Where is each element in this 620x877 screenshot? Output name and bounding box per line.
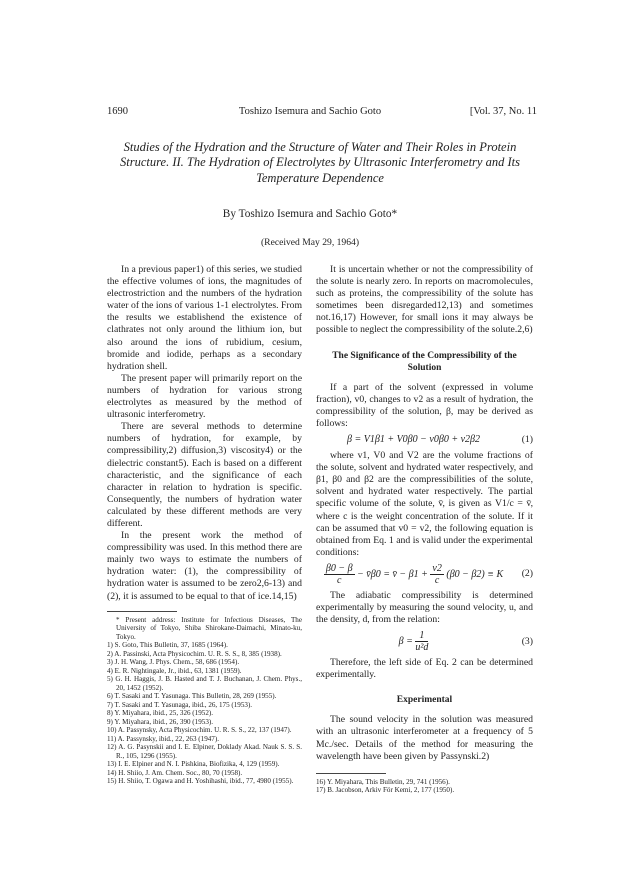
paragraph-methods: There are several methods to determine numbers of hydration, for example, by compressibility,2) diffusion,3) viscosity4) or the dielectric constant5). Each is based on a different characteristic, and the significance of each character in relation to hydration is specific. Consequently, the numbers of hydration water calculated by these different methods are very different. (107, 421, 302, 529)
equation-1-expression: β = V1β1 + V0β0 − v0β0 + v2β2 (347, 433, 480, 445)
footnote: 15) H. Shiio, T. Ogawa and H. Yoshihashi, ibid., 77, 4980 (1955). (107, 777, 294, 786)
equation-2 (316, 563, 533, 586)
paragraph-adiabatic: The adiabatic compressibility is determined experimentally by measuring the sound velocity, u, and the density, d, from the relation: (316, 589, 533, 626)
equation-2-middle: − v̄β0 = v̄ − β1 + (357, 568, 428, 580)
equation-2-expression (316, 563, 511, 586)
equation-3-lhs: β = (398, 635, 413, 647)
equation-2-fraction-v2c (430, 563, 443, 586)
footnote: 17) B. Jacobson, Arkiv För Kemi, 2, 177 (1950). (316, 786, 455, 795)
footnote: 10) A. Passynsky, Acta Physicochim. U. R. S. S., 22, 137 (1947). (107, 726, 292, 735)
running-header-volume: [Vol. 37, No. 11 (469, 106, 537, 117)
paragraph-uncertain: It is uncertain whether or not the compressibility of the solute is nearly zero. In reports on macromolecules, such as proteins, the compressibility of the solute has sometimes been disregarded12,13) and sometimes not.16,17) However, for small ions it may always be possible to neglect the compressibility of the solute.2,6) (316, 264, 533, 336)
page-number: 1690 (107, 106, 128, 117)
fraction-denominator: u²d (415, 642, 429, 654)
equation-1-number: (1) (521, 433, 533, 445)
section-heading-significance: The Significance of the Compressibility of the Solution (332, 350, 517, 373)
equation-2-number: (2) (521, 568, 533, 580)
paragraph-solvent: If a part of the solvent (expressed in volume fraction), v0, changes to v2 as a result of hydration, the compressibility of the solution, β, may be derived as follows: (316, 381, 533, 429)
fraction-numerator: β0 − β (325, 562, 353, 574)
paragraph-experimental: The sound velocity in the solution was measured with an ultrasonic interferometer at a frequency of 5 Mc./sec. Details of the method for measuring the wavelength have been given by Passynski.2) (316, 714, 533, 762)
left-column (107, 264, 302, 786)
footnote: 7) T. Sasaki and T. Yasunaga, ibid., 26, 175 (1953). (107, 700, 253, 709)
footnote: 1) S. Goto, This Bulletin, 37, 1685 (1964). (107, 641, 228, 650)
footnote: 6) T. Sasaki and T. Yasunaga. This Bulletin, 28, 269 (1955). (107, 692, 277, 701)
paragraph-compressibility: In the present work the method of compressibility was used. In this method there are mainly two ways to estimate the numbers of hydration water: (1), the compressibility of hydration water is assumed to be zero2,6-13) and (2), it is assumed to be equal to that of ice.14,15) (107, 530, 302, 602)
footnote: 8) Y. Miyahara, ibid., 25, 326 (1952). (107, 709, 213, 718)
equation-3 (316, 630, 533, 653)
footnote: 11) A. Passynsky, ibid., 22, 263 (1947). (107, 734, 219, 743)
footnote: 14) H. Shiio, J. Am. Chem. Soc., 80, 70 (1958). (107, 768, 243, 777)
footnote: 3) J. H. Wang, J. Phys. Chem., 58, 686 (1954). (107, 658, 240, 667)
footnote: * Present address: Institute for Infectious Diseases, The University of Tokyo, Shiba Shirokane-Daimachi, Minato-ku, Tokyo. (116, 615, 302, 641)
equation-2-fraction-lhs (324, 563, 355, 586)
equation-2-tail: (β0 − β2) ≡ K (446, 568, 504, 580)
footnote: 12) A. G. Pasynskii and I. E. Elpiner, Doklady Akad. Nauk S. S. S. R., 105, 1296 (1955). (107, 743, 302, 760)
footnote: 16) Y. Miyahara, This Bulletin, 29, 741 (1956). (316, 777, 450, 786)
paragraph-therefore: Therefore, the left side of Eq. 2 can be determined experimentally. (316, 657, 533, 681)
footnote: 2) A. Passinski, Acta Physicochim. U. R. S. S., 8, 385 (1938). (107, 649, 282, 658)
received-date: (Received May 29, 1964) (260, 237, 360, 248)
running-header-authors: Toshizo Isemura and Sachio Goto (238, 106, 382, 117)
section-heading-experimental: Experimental (396, 695, 453, 706)
fraction-numerator: 1 (415, 630, 428, 642)
fraction-denominator: c (336, 574, 342, 586)
paragraph-intro: In a previous paper1) of this series, we studied the effective volumes of ions, the magnitudes of electrostriction and the numbers of the hydration water of the ions of various 1-1 electrolytes. From the results we establishend the existence of clathrates not only around the lithium ion, but also around the ions of rubidium, cesium, bromide and iodide, perhaps as a secondary hydration shell. (107, 264, 302, 372)
footnote-rule (316, 773, 386, 774)
footnote-rule (107, 611, 177, 612)
right-column (316, 264, 533, 795)
footnotes-left (107, 616, 302, 786)
fraction-denominator: c (434, 574, 440, 586)
equation-3-fraction (415, 630, 428, 653)
paragraph-purpose: The present paper will primarily report on the numbers of hydration for various strong electrolytes as measured by the method of ultrasonic interferometry. (107, 372, 302, 421)
byline: By Toshizo Isemura and Sachio Goto* (222, 208, 398, 220)
equation-3-expression (316, 630, 511, 653)
fraction-numerator: v2 (432, 562, 442, 574)
footnotes-right (316, 778, 533, 795)
footnote: 4) E. R. Nightingale, Jr., ibid., 63, 1381 (1959). (107, 666, 242, 675)
footnote: 13) I. E. Elpiner and N. I. Pishkina, Biofizika, 4, 129 (1959). (107, 760, 280, 769)
article-title: Studies of the Hydration and the Structure of Water and Their Roles in Protein Structure. II. The Hydration of Electrolytes by Ultrasonic Interferometry and Its Temperature Dependence (120, 140, 520, 185)
footnote: 9) Y. Miyahara, ibid., 26, 390 (1953). (107, 717, 213, 726)
equation-1 (316, 434, 533, 446)
footnote: 5) G. H. Haggis, J. B. Hasted and T. J. Buchanan, J. Chem. Phys., 20, 1452 (1952). (107, 675, 302, 692)
paragraph-where: where v1, V0 and V2 are the volume fractions of the solute, solvent and hydrated water respectively, and β1, β0 and β2 are the compressibilities of the solute, solvent and hydrated water respectively. The partial specific volume of the solute, v̄, is given as V1/c = v̄, where c is the weight concentration of the solute. If it can be assumed that v0 = v2, the following equation is obtained from Eq. 1 and is valid under the experimental conditions: (316, 450, 533, 558)
equation-3-number: (3) (521, 635, 533, 647)
